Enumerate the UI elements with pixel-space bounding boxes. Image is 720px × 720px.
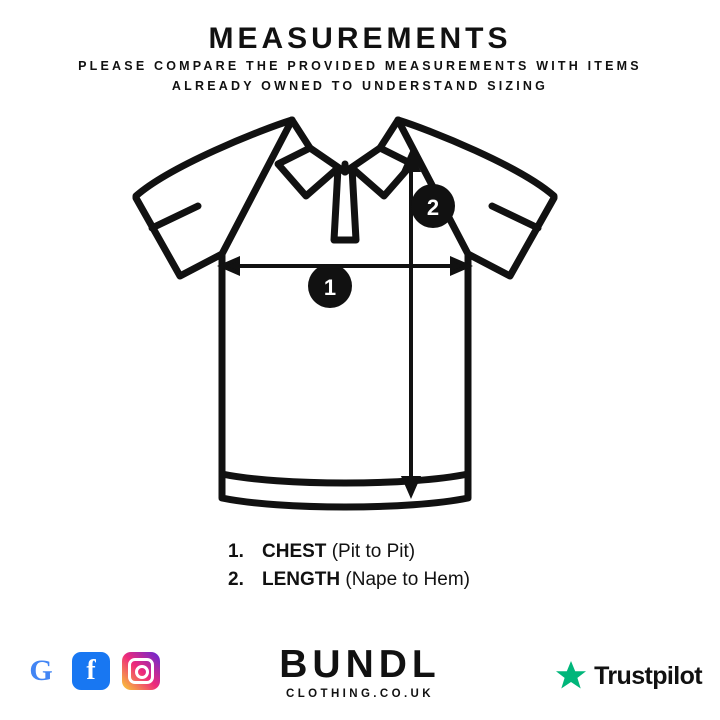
polo-shirt-diagram <box>110 106 610 516</box>
legend-number: 2. <box>228 569 244 590</box>
legend-label <box>262 566 492 594</box>
legend-number: 1. <box>228 541 244 562</box>
legend-name: LENGTH <box>262 569 341 590</box>
brand-url: CLOTHING.CO.UK <box>286 688 434 700</box>
google-icon-glyph: G <box>29 654 53 687</box>
facebook-icon-glyph: f <box>86 655 96 686</box>
trustpilot-label: Trustpilot <box>594 661 702 690</box>
legend-item-length <box>0 566 720 594</box>
trustpilot-badge[interactable] <box>555 660 702 692</box>
legend-name: CHEST <box>262 541 327 562</box>
legend-detail: (Pit to Pit) <box>331 541 416 562</box>
svg-text:2: 2 <box>426 195 440 220</box>
marker-1 <box>308 264 352 308</box>
measurement-legend <box>0 538 720 594</box>
legend-detail: (Nape to Hem) <box>345 569 470 590</box>
svg-text:1: 1 <box>323 275 337 300</box>
brand-name: BUNDL <box>279 643 441 686</box>
page-title: MEASUREMENTS <box>208 22 512 55</box>
legend-item-chest <box>0 538 720 566</box>
marker-2 <box>411 184 455 228</box>
page-subtitle: PLEASE COMPARE THE PROVIDED MEASUREMENTS WITH ITEMS ALREADY OWNED TO UNDERSTAND SIZING <box>78 59 642 93</box>
legend-label <box>262 538 492 566</box>
trustpilot-star-icon <box>555 660 587 692</box>
footer <box>0 634 720 720</box>
